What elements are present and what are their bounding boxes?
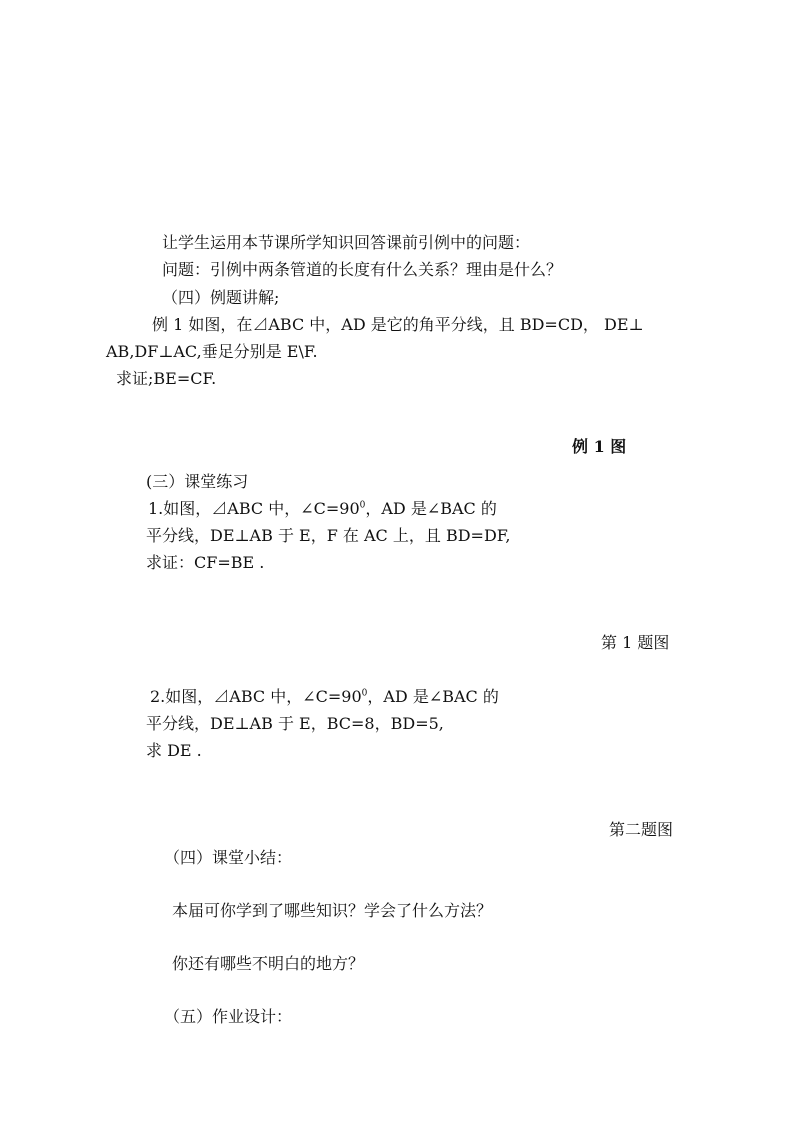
- practice-q2-line-2: 平分线，DE⊥AB 于 E，BC=8，BD=5,: [146, 714, 444, 733]
- intro-line-1: 让学生运用本节课所学知识回答课前引例中的问题：: [162, 233, 531, 252]
- intro-line-2: 问题：引例中两条管道的长度有什么关系？理由是什么？: [162, 260, 563, 279]
- example-1-line-3: 求证;BE=CF.: [116, 369, 217, 388]
- example-1-figure-caption: 例 1 图: [572, 437, 627, 456]
- practice-q2-line-3: 求 DE .: [146, 741, 202, 760]
- summary-question-2: 你还有哪些不明白的地方？: [172, 954, 365, 973]
- practice-q1-line-1-suffix: ，AD 是∠BAC 的: [365, 499, 497, 518]
- summary-question-1: 本届可你学到了哪些知识？学会了什么方法？: [172, 901, 493, 920]
- practice-q2-line-1: [150, 687, 499, 706]
- degree-superscript: 0: [359, 500, 366, 511]
- practice-q1-line-1-prefix: 1.如图，⊿ABC 中，∠C=90: [148, 499, 360, 518]
- practice-q2-figure-caption: 第二题图: [609, 820, 674, 839]
- practice-q1-line-1: [148, 499, 497, 518]
- practice-q2-line-1-suffix: ，AD 是∠BAC 的: [367, 687, 499, 706]
- summary-heading: （四）课堂小结：: [164, 848, 293, 867]
- practice-q1-line-3: 求证：CF=BE .: [146, 553, 265, 572]
- example-1-line-2: AB,DF⊥AC,垂足分别是 E\F.: [106, 342, 318, 361]
- practice-q1-figure-caption: 第 1 题图: [601, 633, 670, 652]
- section-heading-example: （四）例题讲解;: [162, 288, 280, 307]
- example-1-line-1: 例 1 如图，在⊿ABC 中，AD 是它的角平分线，且 BD=CD， DE⊥: [152, 315, 644, 334]
- practice-q1-line-2: 平分线，DE⊥AB 于 E，F 在 AC 上，且 BD=DF,: [146, 526, 511, 545]
- practice-heading: (三）课堂练习: [146, 472, 249, 491]
- homework-heading: （五）作业设计：: [164, 1007, 293, 1026]
- practice-q2-line-1-prefix: 2.如图，⊿ABC 中，∠C=90: [150, 687, 362, 706]
- degree-superscript: 0: [361, 688, 368, 699]
